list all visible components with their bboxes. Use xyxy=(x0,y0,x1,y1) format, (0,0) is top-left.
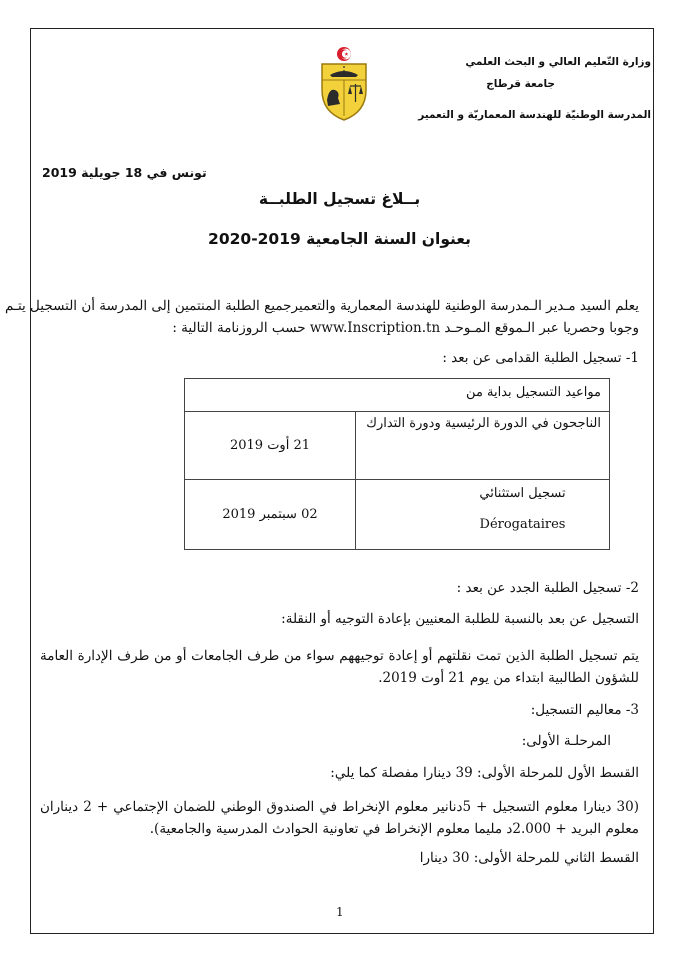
schedule-category: تسجيل استثنائي xyxy=(479,486,566,501)
schedule-header: مواعيد التسجيل بداية من xyxy=(466,385,601,400)
installment-1-line: القسط الأول للمرحلة الأولى: 39 دينارا مفصلة كما يلي: xyxy=(330,765,639,781)
intro-line-1: يعلم السيد مـدير الـمدرسة الوطنية للهندسة المعمارية والتعميرجميع الطلبة المنتمين إلى المدرسة أن التسجيل يتـم xyxy=(5,298,639,314)
schedule-date: 02 سبتمبر 2019 xyxy=(222,507,318,522)
date-line: تونس في 18 جويلية 2019 xyxy=(42,165,207,180)
section-2-subheading: التسجيل عن بعد بالنسبة للطلبة المعنيين بإعادة التوجيه أو النقلة: xyxy=(281,611,639,627)
academic-year-title: بعنوان السنة الجامعية 2019-2020 xyxy=(208,230,471,248)
table-row xyxy=(185,480,610,550)
notice-title: بــلاغ تسجيل الطلبــة xyxy=(258,190,421,208)
schedule-date: 21 أوت 2019 xyxy=(229,438,311,453)
intro-line-2: وجوبا وحصريا عبر الـموقع المـوحـد www.Inscription.tn حسب الروزنامة التالية : xyxy=(172,320,639,336)
table-row xyxy=(185,412,610,480)
registration-schedule-table xyxy=(184,378,610,550)
schedule-category-cell xyxy=(356,480,610,550)
installment-2-line: القسط الثاني للمرحلة الأولى: 30 دينارا xyxy=(419,850,639,866)
schedule-header-cell xyxy=(185,379,610,412)
section-3-heading: 3- معاليم التسجيل: xyxy=(530,702,639,718)
tunisia-emblem-icon xyxy=(316,44,372,124)
section-1-heading: 1- تسجيل الطلبة القدامى عن بعد : xyxy=(442,350,639,366)
page-number: 1 xyxy=(336,905,344,919)
school-name: المدرسة الوطنيّة للهندسة المعماريّة و التعمير xyxy=(418,109,651,121)
ministry-name: وزارة التّعليم العالي و البحث العلمي xyxy=(465,56,651,68)
schedule-category: الناجحون في الدورة الرئيسية ودورة التدارك xyxy=(366,416,601,431)
university-name: جامعة قرطاج xyxy=(486,78,555,90)
section-2-heading: 2- تسجيل الطلبة الجدد عن بعد : xyxy=(456,580,639,596)
section-2-paragraph: يتم تسجيل الطلبة الذين تمت نقلتهم أو إعادة توجيههم سواء من طرف الجامعات أو من طرف الإدارة العامة للشؤون الطالبية ابتداء من يوم 21 أوت 2019. xyxy=(40,648,639,686)
schedule-category-latin: Dérogataires xyxy=(479,517,566,532)
schedule-date-cell xyxy=(185,412,356,480)
schedule-category-cell xyxy=(356,412,610,480)
installment-1-details: (30 دينارا معلوم التسجيل + 5دنانير معلوم الإنخراط في الصندوق الوطني للضمان الإجتماعي + 2 ديناران معلوم البريد + 2.000د مليما معلوم الإنخراط في تعاونية الحوادث المدرسية والجامعية). xyxy=(40,799,639,837)
phase-1-label: المرحلـة الأولى: xyxy=(521,733,611,749)
schedule-date-cell xyxy=(185,480,356,550)
